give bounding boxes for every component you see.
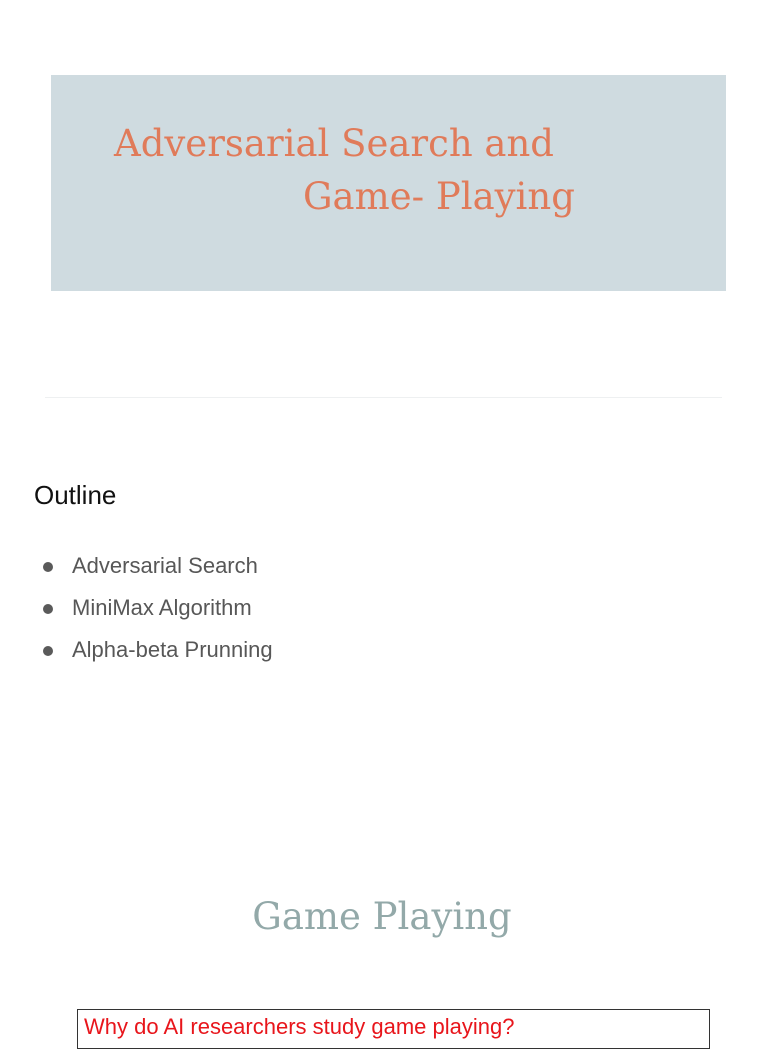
outline-heading: Outline: [34, 480, 117, 510]
bullet-icon: [43, 646, 53, 656]
bullet-icon: [43, 562, 53, 572]
title-banner: [51, 75, 726, 291]
list-item-label: Adversarial Search: [72, 553, 258, 578]
list-item-label: MiniMax Algorithm: [72, 595, 252, 620]
section-heading: Game Playing: [252, 895, 512, 938]
list-item-label: Alpha-beta Prunning: [72, 637, 273, 662]
bullet-icon: [43, 604, 53, 614]
question-box: [77, 1009, 710, 1049]
question-text: Why do AI researchers study game playing?: [84, 1014, 515, 1039]
slide-divider: [45, 397, 722, 398]
title-line-1: Adversarial Search and: [114, 122, 554, 165]
title-line-2: Game- Playing: [303, 175, 575, 218]
